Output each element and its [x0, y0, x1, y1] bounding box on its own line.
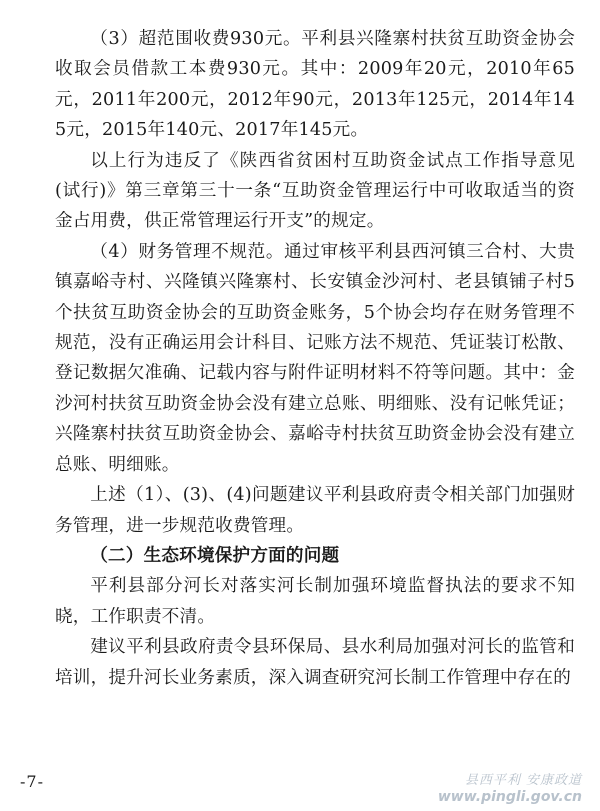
paragraph-overcharge-fees: （3）超范围收费930元。平利县兴隆寨村扶贫互助资金协会收取会员借款工本费930元。其中：2009年20元，2010年65元，2011年200元，2012年90元，2013年125元，2014年145元，2015年140元、2017年145元。 — [55, 29, 575, 141]
site-watermark — [438, 773, 582, 805]
watermark-site-name: 县西平利 安康政道 — [464, 773, 582, 788]
page-number: -7- — [20, 772, 44, 791]
paragraph-river-chief-issue: 平利县部分河长对落实河长制加强环境监督执法的要求不知晓，工作职责不清。 — [55, 576, 575, 627]
document-body — [55, 24, 575, 693]
paragraph-financial-management: （4）财务管理不规范。通过审核平利县西河镇三合村、大贵镇嘉峪寺村、兴隆镇兴隆寨村、长安镇金沙河村、老县镇铺子村5个扶贫互助资金协会的互助资金账务，5个协会均存在财务管理不规范，没有正确运用会计科目、记账方法不规范、凭证装订松散、登记数据欠准确、记载内容与附件证明材料不符等问题。其中：金沙河村扶贫互助资金协会没有建立总账、明细账、没有记帐凭证；兴隆寨村扶贫互助资金协会、嘉峪寺村扶贫互助资金协会没有建立总账、明细账。 — [55, 241, 575, 475]
paragraph-river-chief-recommendation: 建议平利县政府责令县环保局、县水利局加强对河长的监管和培训，提升河长业务素质，深入调查研究河长制工作管理中存在的 — [55, 637, 575, 688]
watermark-url: www.pingli.gov.cn — [437, 789, 582, 805]
section-heading-ecology: （二）生态环境保护方面的问题 — [90, 544, 340, 566]
paragraph-recommendation: 上述（1）、(3)、(4)问题建议平利县政府责令相关部门加强财务管理，进一步规范收费管理。 — [55, 485, 575, 536]
paragraph-regulation-violation: 以上行为违反了《陕西省贫困村互助资金试点工作指导意见(试行)》第三章第三十一条“互助资金管理运行中可收取适当的资金占用费，供正常管理运行开支”的规定。 — [55, 150, 575, 232]
